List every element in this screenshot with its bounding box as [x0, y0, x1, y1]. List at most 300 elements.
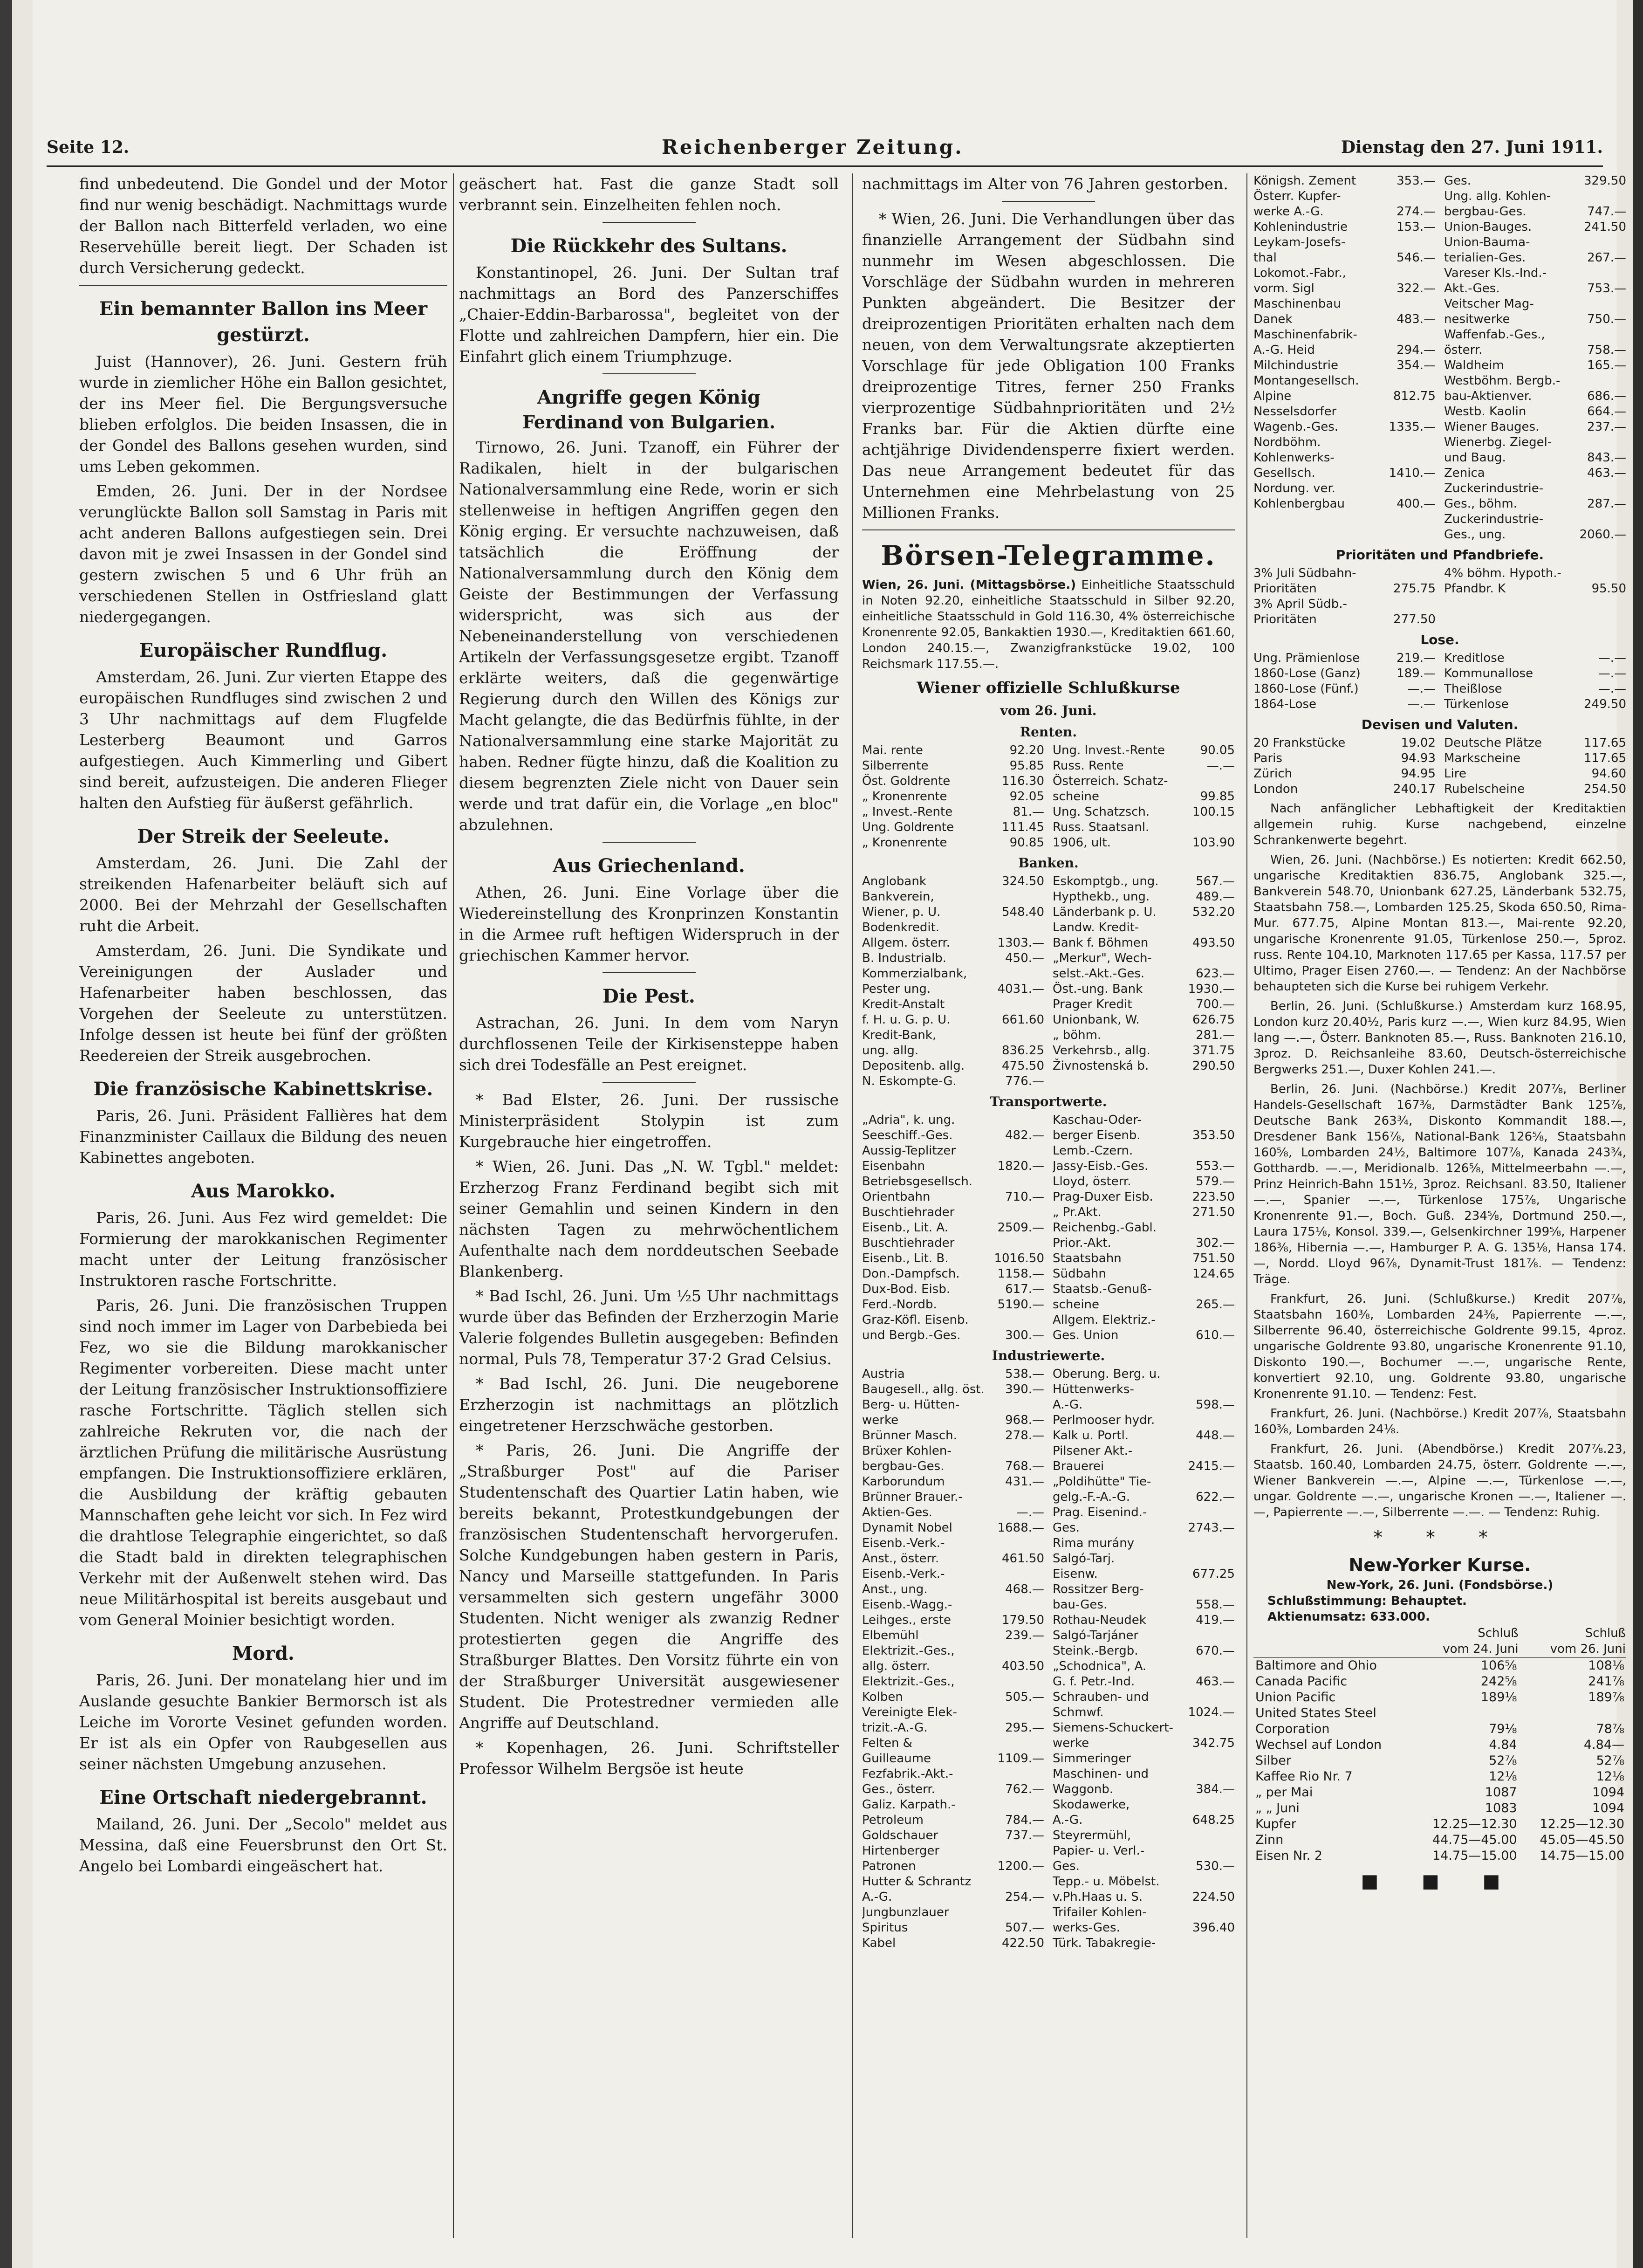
- table-row: [1253, 1801, 1626, 1816]
- quote-value: 2060.—: [1579, 528, 1626, 542]
- quote-name: Karborundum: [862, 1475, 945, 1489]
- quote-name: Markscheine: [1444, 751, 1521, 765]
- quote-name: Gesellsch.: [1253, 466, 1315, 480]
- quote-value: 5190.—: [997, 1298, 1044, 1312]
- quote-value: 342.75: [1192, 1736, 1235, 1750]
- quote-name: Leihges., erste: [862, 1613, 951, 1627]
- table-row: [1253, 1721, 1626, 1737]
- quote-item: [1253, 220, 1436, 235]
- ny-security-name: United States Steel: [1255, 1706, 1376, 1720]
- quote-name: Alpine: [1253, 389, 1292, 403]
- quote-item: [1253, 343, 1436, 358]
- ny-quote-value: 52⅞: [1596, 1753, 1624, 1768]
- quote-item: [862, 982, 1044, 997]
- quote-item: [1053, 1920, 1235, 1936]
- quote-value: 165.—: [1587, 358, 1626, 372]
- news-item: * Bad Elster, 26. Juni. Der russische Ministerpräsident Stolypin ist zum Kurgebrauche hier eingetroffen.: [459, 1091, 839, 1151]
- quote-item: [1444, 173, 1626, 189]
- quote-value: 610.—: [1196, 1328, 1235, 1342]
- quote-name: Pfandbr. K: [1444, 582, 1506, 596]
- quote-value: 622.—: [1196, 1490, 1235, 1504]
- article-paragraph: nachmittags im Alter von 76 Jahren gestorben.: [862, 175, 1228, 193]
- quote-name: Hirtenberger: [862, 1844, 940, 1858]
- quote-value: 1930.—: [1188, 982, 1235, 996]
- quote-name: Eisenw.: [1053, 1567, 1098, 1581]
- quote-name: Bodenkredit.: [862, 921, 940, 935]
- quote-value: 90.85: [1009, 836, 1044, 850]
- quote-item: [1444, 735, 1626, 751]
- quote-value: 2743.—: [1188, 1521, 1235, 1535]
- ny-security-name: Zinn: [1255, 1833, 1284, 1847]
- quote-name: Brünner Masch.: [862, 1429, 957, 1443]
- quote-name: f. H. u. G. p. U.: [862, 1013, 951, 1027]
- quote-value: 94.95: [1401, 767, 1436, 781]
- quote-name: Hutter & Schrantz: [862, 1875, 972, 1889]
- quote-name: Ges., böhm.: [1444, 497, 1517, 511]
- quote-name: „ Kronenrente: [862, 790, 947, 804]
- scan-border-right: [1633, 0, 1643, 2268]
- quote-name: London: [1253, 782, 1298, 796]
- quote-name: Eisenb.-Verk.-: [862, 1536, 945, 1550]
- ny-quote-value: 52⅞: [1489, 1753, 1517, 1768]
- quote-item: [862, 1720, 1044, 1736]
- quote-value: —.—: [1598, 667, 1626, 680]
- quote-value: 223.50: [1192, 1190, 1235, 1204]
- quote-name: Ung. Prämienlose: [1253, 651, 1360, 665]
- quote-item: [1053, 905, 1235, 920]
- article-heading: Mord.: [232, 1643, 294, 1664]
- quote-name: Lokomot.-Fabr.,: [1253, 266, 1346, 280]
- quote-name: Zenica: [1444, 466, 1485, 480]
- quote-value: 403.50: [1002, 1659, 1044, 1673]
- quote-item: [1053, 743, 1235, 758]
- ny-quote-value: 14.75—15.00: [1540, 1849, 1624, 1863]
- quote-item: [1253, 296, 1436, 312]
- quote-item: [1053, 1782, 1235, 1797]
- quote-name: Schrauben- und: [1053, 1690, 1149, 1704]
- quote-name: Fezfabrik.-Akt.-: [862, 1767, 953, 1781]
- quote-name: Wiener Bauges.: [1444, 420, 1540, 434]
- quote-name: A.-G. Heid: [1253, 343, 1315, 357]
- quote-value: 493.50: [1192, 936, 1235, 950]
- quote-value: 396.40: [1192, 1921, 1235, 1935]
- quotes-lose: [1253, 651, 1626, 712]
- quote-item: [862, 1028, 1044, 1043]
- quote-value: 812.75: [1393, 389, 1436, 403]
- quote-name: Brüxer Kohlen-: [862, 1444, 952, 1458]
- scan-border-left: [0, 0, 12, 2268]
- quote-value: 1200.—: [997, 1859, 1044, 1873]
- article-heading: Ferdinand von Bulgarien.: [522, 412, 775, 433]
- quote-name: „ Invest.-Rente: [862, 805, 953, 819]
- quote-value: 1024.—: [1188, 1705, 1235, 1719]
- ny-security-name: Corporation: [1255, 1722, 1330, 1736]
- article-heading: Der Streik der Seeleute.: [137, 825, 390, 847]
- divider: [862, 529, 1235, 530]
- quote-item: [1053, 804, 1235, 820]
- quote-name: Ges.: [1053, 1521, 1080, 1535]
- quote-value: —.—: [1206, 759, 1235, 773]
- quote-name: Allgem. Elektriz.-: [1053, 1313, 1156, 1327]
- quote-value: 254.50: [1584, 782, 1626, 796]
- quote-name: Vereinigte Elek-: [862, 1705, 957, 1719]
- stock-section-title: Börsen-Telegramme.: [881, 540, 1216, 571]
- quote-name: Kolben: [862, 1690, 903, 1704]
- ny-security-name: Union Pacific: [1255, 1690, 1336, 1704]
- section-stars: * * *: [1373, 1527, 1506, 1548]
- quote-value: 153.—: [1397, 220, 1436, 234]
- quote-item: [1053, 1813, 1235, 1828]
- quote-name: Berg- u. Hütten-: [862, 1398, 960, 1412]
- quote-item: [1053, 1443, 1235, 1459]
- quote-value: 224.50: [1192, 1890, 1235, 1904]
- quote-name: Elektrizit.-Ges.,: [862, 1675, 955, 1689]
- ny-quote-value: 108⅛: [1588, 1658, 1624, 1673]
- quote-name: Papier- u. Verl.-: [1053, 1844, 1145, 1858]
- ny-security-name: Kaffee Rio Nr. 7: [1255, 1769, 1353, 1784]
- quote-name: 4% böhm. Hypoth.-: [1444, 566, 1561, 580]
- quote-item: [1253, 327, 1436, 343]
- quote-value: 553.—: [1196, 1159, 1235, 1173]
- quote-item: [1053, 1428, 1235, 1443]
- quote-item: [1053, 1905, 1235, 1920]
- quote-name: Buschtiehrader: [862, 1236, 955, 1250]
- quote-value: 254.—: [1005, 1890, 1044, 1904]
- quote-name: Felten &: [862, 1736, 912, 1750]
- quote-value: 400.—: [1397, 497, 1436, 511]
- quote-name: Ferd.-Nordb.: [862, 1298, 937, 1312]
- article-heading: Die französische Kabinettskrise.: [93, 1078, 433, 1100]
- quote-item: [1053, 1266, 1235, 1282]
- quote-name: „ Kronenrente: [862, 836, 947, 850]
- quote-item: [862, 1536, 1044, 1551]
- quote-name: Veitscher Mag-: [1444, 297, 1534, 311]
- quote-name: Eisenb.-Wagg.-: [862, 1598, 952, 1612]
- quote-name: Kohlenwerks-: [1253, 451, 1335, 465]
- quote-item: [862, 1313, 1044, 1328]
- ny-quote-value: 242⅝: [1480, 1674, 1517, 1689]
- table-row: [1253, 1737, 1626, 1753]
- quote-item: [1253, 681, 1436, 697]
- quote-name: „Schodnica", A.: [1053, 1659, 1147, 1673]
- newspaper-title: Reichenberger Zeitung.: [662, 136, 964, 158]
- quote-item: [862, 1282, 1044, 1297]
- quotes-prioritaeten: [1253, 566, 1626, 627]
- quote-item: [1053, 1859, 1235, 1874]
- quote-item: [1444, 343, 1626, 358]
- ny-security-name: Baltimore and Ohio: [1255, 1658, 1377, 1673]
- quote-name: Hüttenwerks-: [1053, 1382, 1134, 1396]
- quote-value: 836.25: [1002, 1044, 1044, 1058]
- quote-item: [1053, 874, 1235, 889]
- article-heading: Die Rückkehr des Sultans.: [510, 235, 787, 257]
- quote-item: [1053, 1551, 1235, 1567]
- quote-value: 968.—: [1005, 1413, 1044, 1427]
- quote-item: [1053, 997, 1235, 1012]
- section-lose: Lose.: [1420, 632, 1459, 647]
- quote-name: vorm. Sigl: [1253, 282, 1314, 296]
- ny-quote-value: 12.25—12.30: [1432, 1817, 1517, 1831]
- column-4: [1253, 173, 1626, 2238]
- quote-name: Rubelscheine: [1444, 782, 1525, 796]
- quote-item: [1053, 1282, 1235, 1297]
- quote-item: [862, 1567, 1044, 1582]
- ny-quote-value: [1411, 1705, 1519, 1721]
- divider: [602, 842, 696, 843]
- exchange-text: Einheitliche Staatsschuld in Noten 92.20, einheitliche Staatsschuld in Silber 92.20, einheitliche Staatsschuld in Gold 116.30, 4% österreichische Kronenrente 92.05, Bankaktien 1930.—, Kreditaktien 661.60, London 240.15.—, Zwanzigfrankstücke 19.02, 100 Reichsmark 117.55.—.: [862, 578, 1235, 671]
- quote-value: 762.—: [1005, 1782, 1044, 1796]
- quote-item: [862, 1266, 1044, 1282]
- quote-item: [862, 1643, 1044, 1659]
- quote-item: [862, 1751, 1044, 1766]
- quote-name: Orientbahn: [862, 1190, 931, 1204]
- quotes-devisen: [1253, 735, 1626, 797]
- quote-value: 277.50: [1393, 612, 1436, 626]
- quote-item: [1444, 697, 1626, 712]
- quote-item: [862, 905, 1044, 920]
- news-item: * Wien, 26. Juni. Die Verhandlungen über das finanzielle Arrangement der Südbahn sind nunmehr im Wesen abgeschlossen. Die Vorschläge der Südbahn wurden in mehreren Punkten abgeändert. Die Besitzer der dreiprozentigen Prioritäten erhalten nach dem neuen, von dem Verwaltungsrate akzeptierten Vorschlage für jede Obligation 100 Franks dreiprozentige Titres, ferner 250 Franks vierprozentige Südbahnprioritäten und 2½ Franks bar. Für die Aktien dürfte eine achtjährige Dividendensperre fixiert werden. Das neue Arrangement bedeutet für das Unternehmen eine Mehrbelastung von 25 Millionen Franks.: [862, 210, 1235, 522]
- quote-value: —.—: [1598, 682, 1626, 696]
- quote-item: [862, 1828, 1044, 1843]
- quote-item: [1444, 597, 1626, 612]
- quote-value: 95.85: [1009, 759, 1044, 773]
- quote-item: [862, 1220, 1044, 1236]
- quote-value: 90.05: [1200, 743, 1235, 757]
- quote-name: gelg.-F.-A.-G.: [1053, 1490, 1130, 1504]
- table-header: Schluß vom 24. Juni: [1411, 1625, 1519, 1658]
- quote-name: Paris: [1253, 751, 1282, 765]
- section-industrie: Industriewerte.: [992, 1348, 1105, 1363]
- quote-name: Südbahn: [1053, 1267, 1106, 1281]
- quote-item: [1053, 1128, 1235, 1143]
- quote-item: [1253, 612, 1436, 627]
- quote-value: 92.05: [1009, 790, 1044, 804]
- quote-name: Prior.-Akt.: [1053, 1236, 1111, 1250]
- quote-item: [1253, 735, 1436, 751]
- quote-item: [862, 920, 1044, 935]
- quote-item: [862, 1251, 1044, 1266]
- quote-item: [862, 1012, 1044, 1028]
- market-report: Wien, 26. Juni. (Nachbörse.) Es notierten: Kredit 662.50, ungarische Kreditaktien 836.75, Anglobank 325.—, Bankverein 548.70, Unionbank 627.25, Länderbank 532.75, Staatsbahn 758.—, Lombarden 125.25, Skoda 650.50, Rima-Mur. 677.75, Alpine Montan 813.—, Mai-rente 92.20, ungarische Kronenrente 91.05, Türkenlose 250.—, 5proz. russ. Rente 104.10, Marknoten 117.65 per Kassa, 117.57 per Ultimo, Prager Eisen 2760.—. — Tendenz: An der Nachbörse behaupteten sich die Kurse bei ruhigem Verkehr.: [1253, 853, 1626, 994]
- quote-value: 117.65: [1584, 751, 1626, 765]
- quote-item: [1444, 666, 1626, 681]
- divider: [602, 222, 696, 223]
- ny-quote-value: 241⅞: [1588, 1674, 1624, 1689]
- quote-item: [862, 835, 1044, 851]
- quote-name: Goldschauer: [862, 1828, 938, 1842]
- quote-value: 353.50: [1192, 1128, 1235, 1142]
- quote-name: Union-Bauma-: [1444, 235, 1530, 249]
- quote-item: [1444, 651, 1626, 666]
- quote-name: und Baug.: [1444, 451, 1506, 465]
- quote-name: Lire: [1444, 767, 1466, 781]
- column-1: [79, 173, 447, 2238]
- quote-name: Wiener, p. U.: [862, 905, 941, 919]
- quote-item: [1253, 204, 1436, 220]
- ny-stimmung: Schlußstimmung: Behauptet.: [1267, 1594, 1467, 1608]
- quote-name: trizit.-A.-G.: [862, 1721, 928, 1735]
- quote-value: 390.—: [1005, 1382, 1044, 1396]
- quote-name: Kommunallose: [1444, 667, 1533, 680]
- quote-item: [1253, 481, 1436, 496]
- quote-name: Eisenb., Lit. A.: [862, 1221, 948, 1235]
- article-paragraph: Mailand, 26. Juni. Der „Secolo" meldet aus Messina, daß eine Feuersbrunst den Ort St. Angelo bei Lombardi eingeäschert hat.: [79, 1815, 447, 1875]
- quote-item: [862, 1367, 1044, 1382]
- ny-heading: New-York, 26. Juni. (Fondsbörse.): [1326, 1578, 1554, 1592]
- quote-item: [1053, 1490, 1235, 1505]
- quote-value: 626.75: [1192, 1013, 1235, 1027]
- quote-name: Anst., österr.: [862, 1552, 939, 1566]
- quote-name: bergbau-Ges.: [862, 1459, 945, 1473]
- ny-quote-value: 189⅛: [1480, 1690, 1517, 1704]
- quote-name: Türk. Tabakregie-: [1053, 1936, 1156, 1950]
- quote-name: Prager Kredit: [1053, 997, 1132, 1011]
- quote-item: [1444, 327, 1626, 343]
- divider: [602, 373, 696, 374]
- quote-item: [1053, 1159, 1235, 1174]
- quote-name: Prioritäten: [1253, 582, 1317, 596]
- quote-value: 354.—: [1397, 358, 1436, 372]
- quote-value: 700.—: [1196, 997, 1235, 1011]
- column-rule: [852, 173, 853, 2238]
- quote-item: [1053, 1936, 1235, 1951]
- quote-item: [1053, 920, 1235, 935]
- quote-value: 648.25: [1192, 1813, 1235, 1827]
- quote-name: Waffenfab.-Ges.,: [1444, 328, 1545, 342]
- market-report: Frankfurt, 26. Juni. (Schlußkurse.) Kredit 207⅞, Staatsbahn 160⅜, Lombarden 24⅜, Papierrente —.—, Silberrente 96.40, österreichische Goldrente 99.15, 4proz. ungarische Goldrente 93.80, ungarische Kronenrente 91.10, Diskonto 190.—, Bochumer —.—, ungarische Rente, konvertiert 92.10, ung. Goldrente 93.80, ungarische Kronenrente 91.10. — Tendenz: Fest.: [1253, 1292, 1626, 1401]
- quote-item: [1053, 1797, 1235, 1813]
- quote-item: [862, 1813, 1044, 1828]
- quote-item: [862, 997, 1044, 1012]
- quote-item: [862, 1582, 1044, 1597]
- quote-item: [862, 1113, 1044, 1128]
- quote-item: [1053, 1113, 1235, 1128]
- ny-quote-value: 44.75—45.00: [1432, 1833, 1517, 1847]
- quote-item: [1253, 597, 1436, 612]
- quote-item: [1444, 189, 1626, 204]
- quote-item: [1053, 1659, 1235, 1674]
- quote-value: 267.—: [1587, 251, 1626, 265]
- quote-name: Verkehrsb., allg.: [1053, 1044, 1150, 1058]
- quote-name: Siemens-Schuckert-: [1053, 1721, 1173, 1735]
- quote-value: 294.—: [1397, 343, 1436, 357]
- ny-quote-value: 1083: [1485, 1801, 1517, 1815]
- quote-name: Rima murány: [1053, 1536, 1135, 1550]
- quote-name: bau-Aktienver.: [1444, 389, 1532, 403]
- quote-item: [1253, 651, 1436, 666]
- quote-name: Union-Bauges.: [1444, 220, 1532, 234]
- quote-name: A.-G.: [1053, 1813, 1083, 1827]
- quote-name: Nesselsdorfer: [1253, 405, 1337, 419]
- quotes-heading: Wiener offizielle Schlußkurse: [917, 679, 1180, 697]
- quote-name: Waggonb.: [1053, 1782, 1114, 1796]
- quote-item: [862, 1174, 1044, 1189]
- page-number: Seite 12.: [47, 137, 130, 157]
- quote-name: Bankverein,: [862, 890, 934, 904]
- table-row: [1253, 1832, 1626, 1848]
- quote-item: [1444, 681, 1626, 697]
- ny-quote-value: 12⅛: [1489, 1769, 1517, 1784]
- quote-item: [1053, 1567, 1235, 1582]
- quote-item: [862, 820, 1044, 835]
- quote-item: [1253, 312, 1436, 327]
- article-paragraph: Paris, 26. Juni. Präsident Fallières hat dem Finanzminister Caillaux die Bildung des neuen Kabinettes angeboten.: [79, 1107, 447, 1167]
- quote-value: 274.—: [1397, 205, 1436, 219]
- quote-item: [1053, 1843, 1235, 1859]
- section-stars: ■ ■ ■: [1361, 1870, 1519, 1892]
- quote-name: Öst. Goldrente: [862, 774, 951, 788]
- quote-item: [862, 1659, 1044, 1674]
- quote-item: [1444, 496, 1626, 512]
- article-paragraph: Paris, 26. Juni. Aus Fez wird gemeldet: Die Formierung der marokkanischen Regimenter macht unter der Leitung französischer Instruktoren rasche Fortschritte.: [79, 1209, 447, 1290]
- quote-value: 507.—: [1005, 1921, 1044, 1935]
- ny-quote-value: 14.75—15.00: [1432, 1849, 1517, 1863]
- quote-value: 302.—: [1196, 1236, 1235, 1250]
- quote-item: [862, 1520, 1044, 1536]
- ny-quote-value: 12⅛: [1596, 1769, 1624, 1784]
- quote-value: 1303.—: [997, 936, 1044, 950]
- quote-value: 463.—: [1587, 466, 1626, 480]
- quote-value: 661.60: [1002, 1013, 1044, 1027]
- quote-value: 99.85: [1200, 790, 1235, 804]
- quote-item: [1053, 1536, 1235, 1551]
- quote-value: 290.50: [1192, 1059, 1235, 1073]
- quote-name: Seeschiff.-Ges.: [862, 1128, 953, 1142]
- quote-item: [1053, 1690, 1235, 1705]
- quote-name: Staatsbahn: [1053, 1251, 1122, 1265]
- quote-item: [1053, 1397, 1235, 1413]
- article-heading: Aus Marokko.: [191, 1180, 335, 1202]
- quote-name: Zuckerindustrie-: [1444, 481, 1544, 495]
- quote-item: [1444, 312, 1626, 327]
- article-paragraph: Amsterdam, 26. Juni. Die Syndikate und Vereinigungen der Auslader und Hafenarbeiter haben beschlossen, das Vorgehen der Seeleute zu unterstützen. Infolge dessen ist heute bei fünf der größten Reedereien der Streik ausgebrochen.: [79, 942, 447, 1065]
- quote-item: [1053, 1751, 1235, 1766]
- quote-item: [1053, 758, 1235, 774]
- ny-security-name: Eisen Nr. 2: [1255, 1849, 1323, 1863]
- quote-name: Don.-Dampfsch.: [862, 1267, 960, 1281]
- article-heading: Angriffe gegen König: [537, 386, 761, 408]
- section-renten: Renten.: [1020, 724, 1077, 740]
- quotes-date: vom 26. Juni.: [1000, 703, 1097, 718]
- quote-item: [1053, 1890, 1235, 1905]
- quote-item: [1253, 235, 1436, 250]
- quote-item: [862, 758, 1044, 774]
- quote-name: Prag. Eisenind.-: [1053, 1505, 1147, 1519]
- quote-name: Ung. Schatzsch.: [1053, 805, 1150, 819]
- quote-name: „Poldihütte" Tie-: [1053, 1475, 1151, 1489]
- quote-name: Ges.: [1444, 174, 1471, 188]
- quote-name: Steink.-Bergb.: [1053, 1644, 1138, 1658]
- quote-value: 532.20: [1192, 905, 1235, 919]
- quote-item: [862, 1490, 1044, 1505]
- quote-value: 287.—: [1587, 497, 1626, 511]
- quote-value: 1109.—: [997, 1752, 1044, 1766]
- table-row: [1253, 1848, 1626, 1864]
- market-note: Nach anfänglicher Lebhaftigkeit der Kreditaktien allgemein ruhig. Kurse nachgebend, einzelne Schrankenwerte begehrt.: [1253, 802, 1626, 847]
- quote-item: [862, 1459, 1044, 1474]
- quote-item: [1444, 512, 1626, 527]
- quote-item: [862, 1736, 1044, 1751]
- market-report: Frankfurt, 26. Juni. (Abendbörse.) Kredit 207⅞.23, Staatsb. 160.40, Lombarden 24.75, österr. Goldrente —.—, Wiener Bankverein —.—, Alpine —.—, Türkenlose —.—, ungar. Goldrente —.—, ungarische Kronen —.—, Italiener —.—, Papierrente —.—, Silberrente —.—. — Tendenz: Ruhig.: [1253, 1442, 1626, 1519]
- quote-item: [862, 1297, 1044, 1313]
- quote-name: Salgó-Tarjáner: [1053, 1629, 1139, 1643]
- quote-name: bau-Ges.: [1053, 1598, 1108, 1612]
- quote-name: 1860-Lose (Ganz): [1253, 667, 1361, 680]
- quote-name: allg. österr.: [862, 1659, 930, 1673]
- quote-name: Steyrermühl,: [1053, 1828, 1131, 1842]
- quote-name: Russ. Staatsanl.: [1053, 820, 1150, 834]
- quote-item: [1444, 527, 1626, 543]
